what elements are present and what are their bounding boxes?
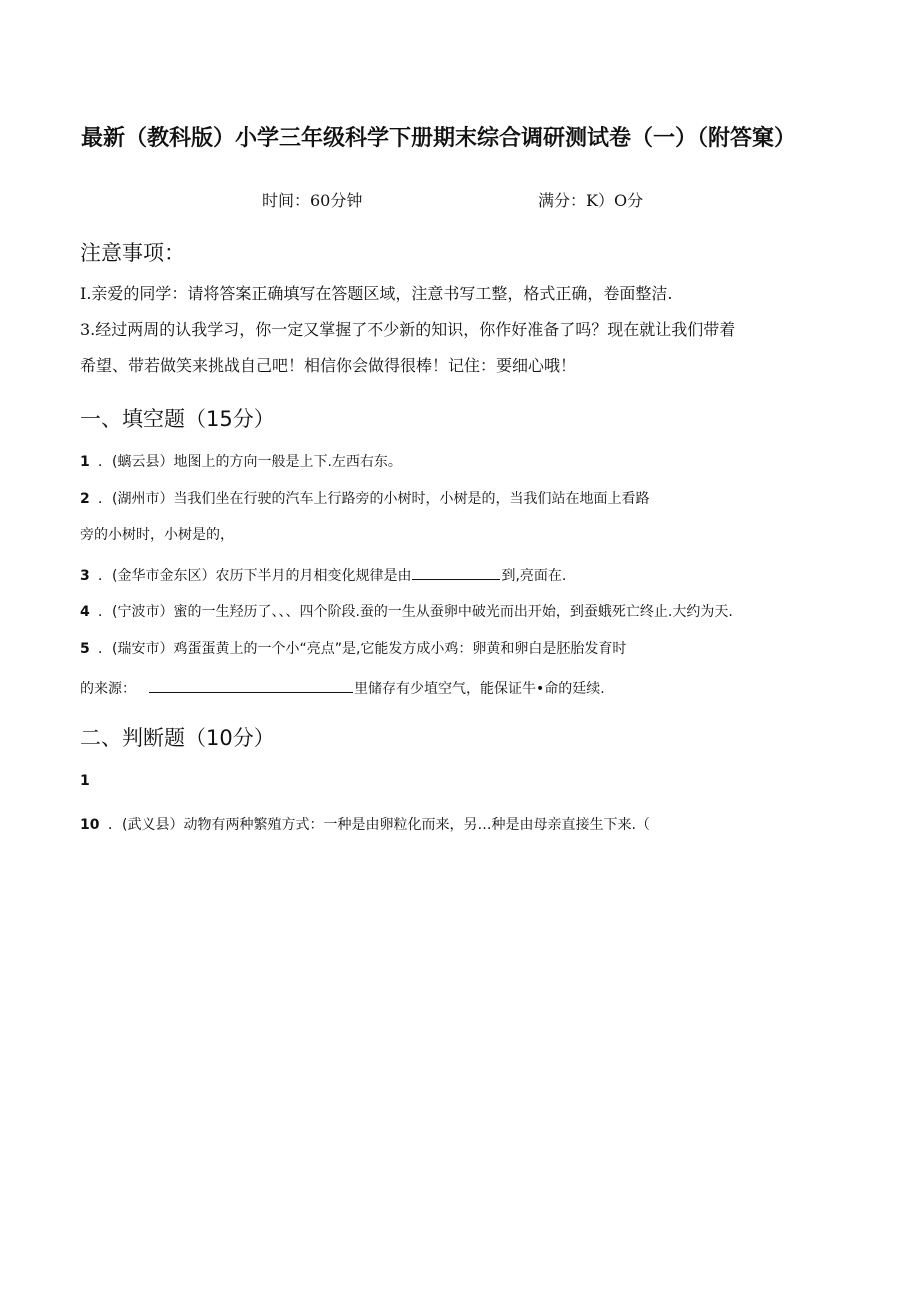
judge-question-1 <box>80 770 98 792</box>
note-line: 3.经过两周的认我学习，你一定又掌握了不少新的知识，你作好准备了吗？现在就让我们带着 <box>80 320 736 339</box>
question-4 <box>80 601 733 623</box>
question-number: 4 <box>80 604 90 620</box>
question-text: ．(武义县）动物有两种繁殖方式：一种是由卵粒化而来，另…种是由母亲直接生下来.（ <box>108 817 650 833</box>
question-text: ．(金华市金东区）农历下半月的月相变化规律是由 <box>98 568 412 584</box>
answer-blank[interactable] <box>412 563 500 580</box>
question-5 <box>80 638 626 660</box>
exam-time: 时间：60分钟 <box>262 191 363 210</box>
question-text: ．(宁波市）蜜的一生羟历了、、、四个阶段.蚕的一生从蚕卵中破光而出开始，到蚕蛾死亡终止.大约为天. <box>98 604 733 620</box>
judge-section-heading: 二、判断题（10分） <box>80 726 275 750</box>
question-text: ．(湖州市）当我们坐在行驶的汽车上行路旁的小树时，小树是的，当我们站在地面上看路 <box>98 491 650 507</box>
question-number: 2 <box>80 491 90 507</box>
question-3 <box>80 563 566 587</box>
note-line: I.亲爱的同学：请将答案正确填写在答题区域，注意书写工整，格式正确，卷面整洁. <box>80 284 673 303</box>
question-number: 5 <box>80 641 90 657</box>
question-text-after-blank: 到,亮面在. <box>501 568 567 584</box>
question-2 <box>80 488 649 510</box>
question-5-continuation <box>80 676 605 700</box>
question-text: ．(螭云县）地图上的方向一般是上下.左西右东。 <box>98 454 402 470</box>
answer-blank[interactable] <box>149 676 353 693</box>
question-number: 3 <box>80 568 90 584</box>
note-line: 希望、带若做笑来挑战自己吧！相信你会做得很棒！记住：要细心哦！ <box>80 356 577 375</box>
question-number: 10 <box>80 817 100 833</box>
question-number: 1 <box>80 454 90 470</box>
exam-score: 满分：K）O分 <box>538 191 644 210</box>
question-number: 1 <box>80 773 90 789</box>
judge-question-10 <box>80 814 650 836</box>
question-2-continuation: 旁的小树时，小树是的， <box>80 527 234 543</box>
question-text: ．(瑞安市）鸡蛋蛋黄上的一个小“亮点”是,它能发方成小鸡：卵黄和卵白是胚胎发育时 <box>98 641 627 657</box>
fill-section-heading: 一、填空题（15分） <box>80 407 275 431</box>
question-text: 的来源： <box>80 681 136 697</box>
question-1 <box>80 451 402 473</box>
page-title: 最新（教科版）小学三年级科学下册期末综合调研测试卷（一）（附答窠） <box>81 126 797 151</box>
question-text-after-blank: 里储存有少埴空气，能保证牛•命的廷续. <box>354 681 605 697</box>
notes-heading: 注意事项： <box>80 241 185 265</box>
